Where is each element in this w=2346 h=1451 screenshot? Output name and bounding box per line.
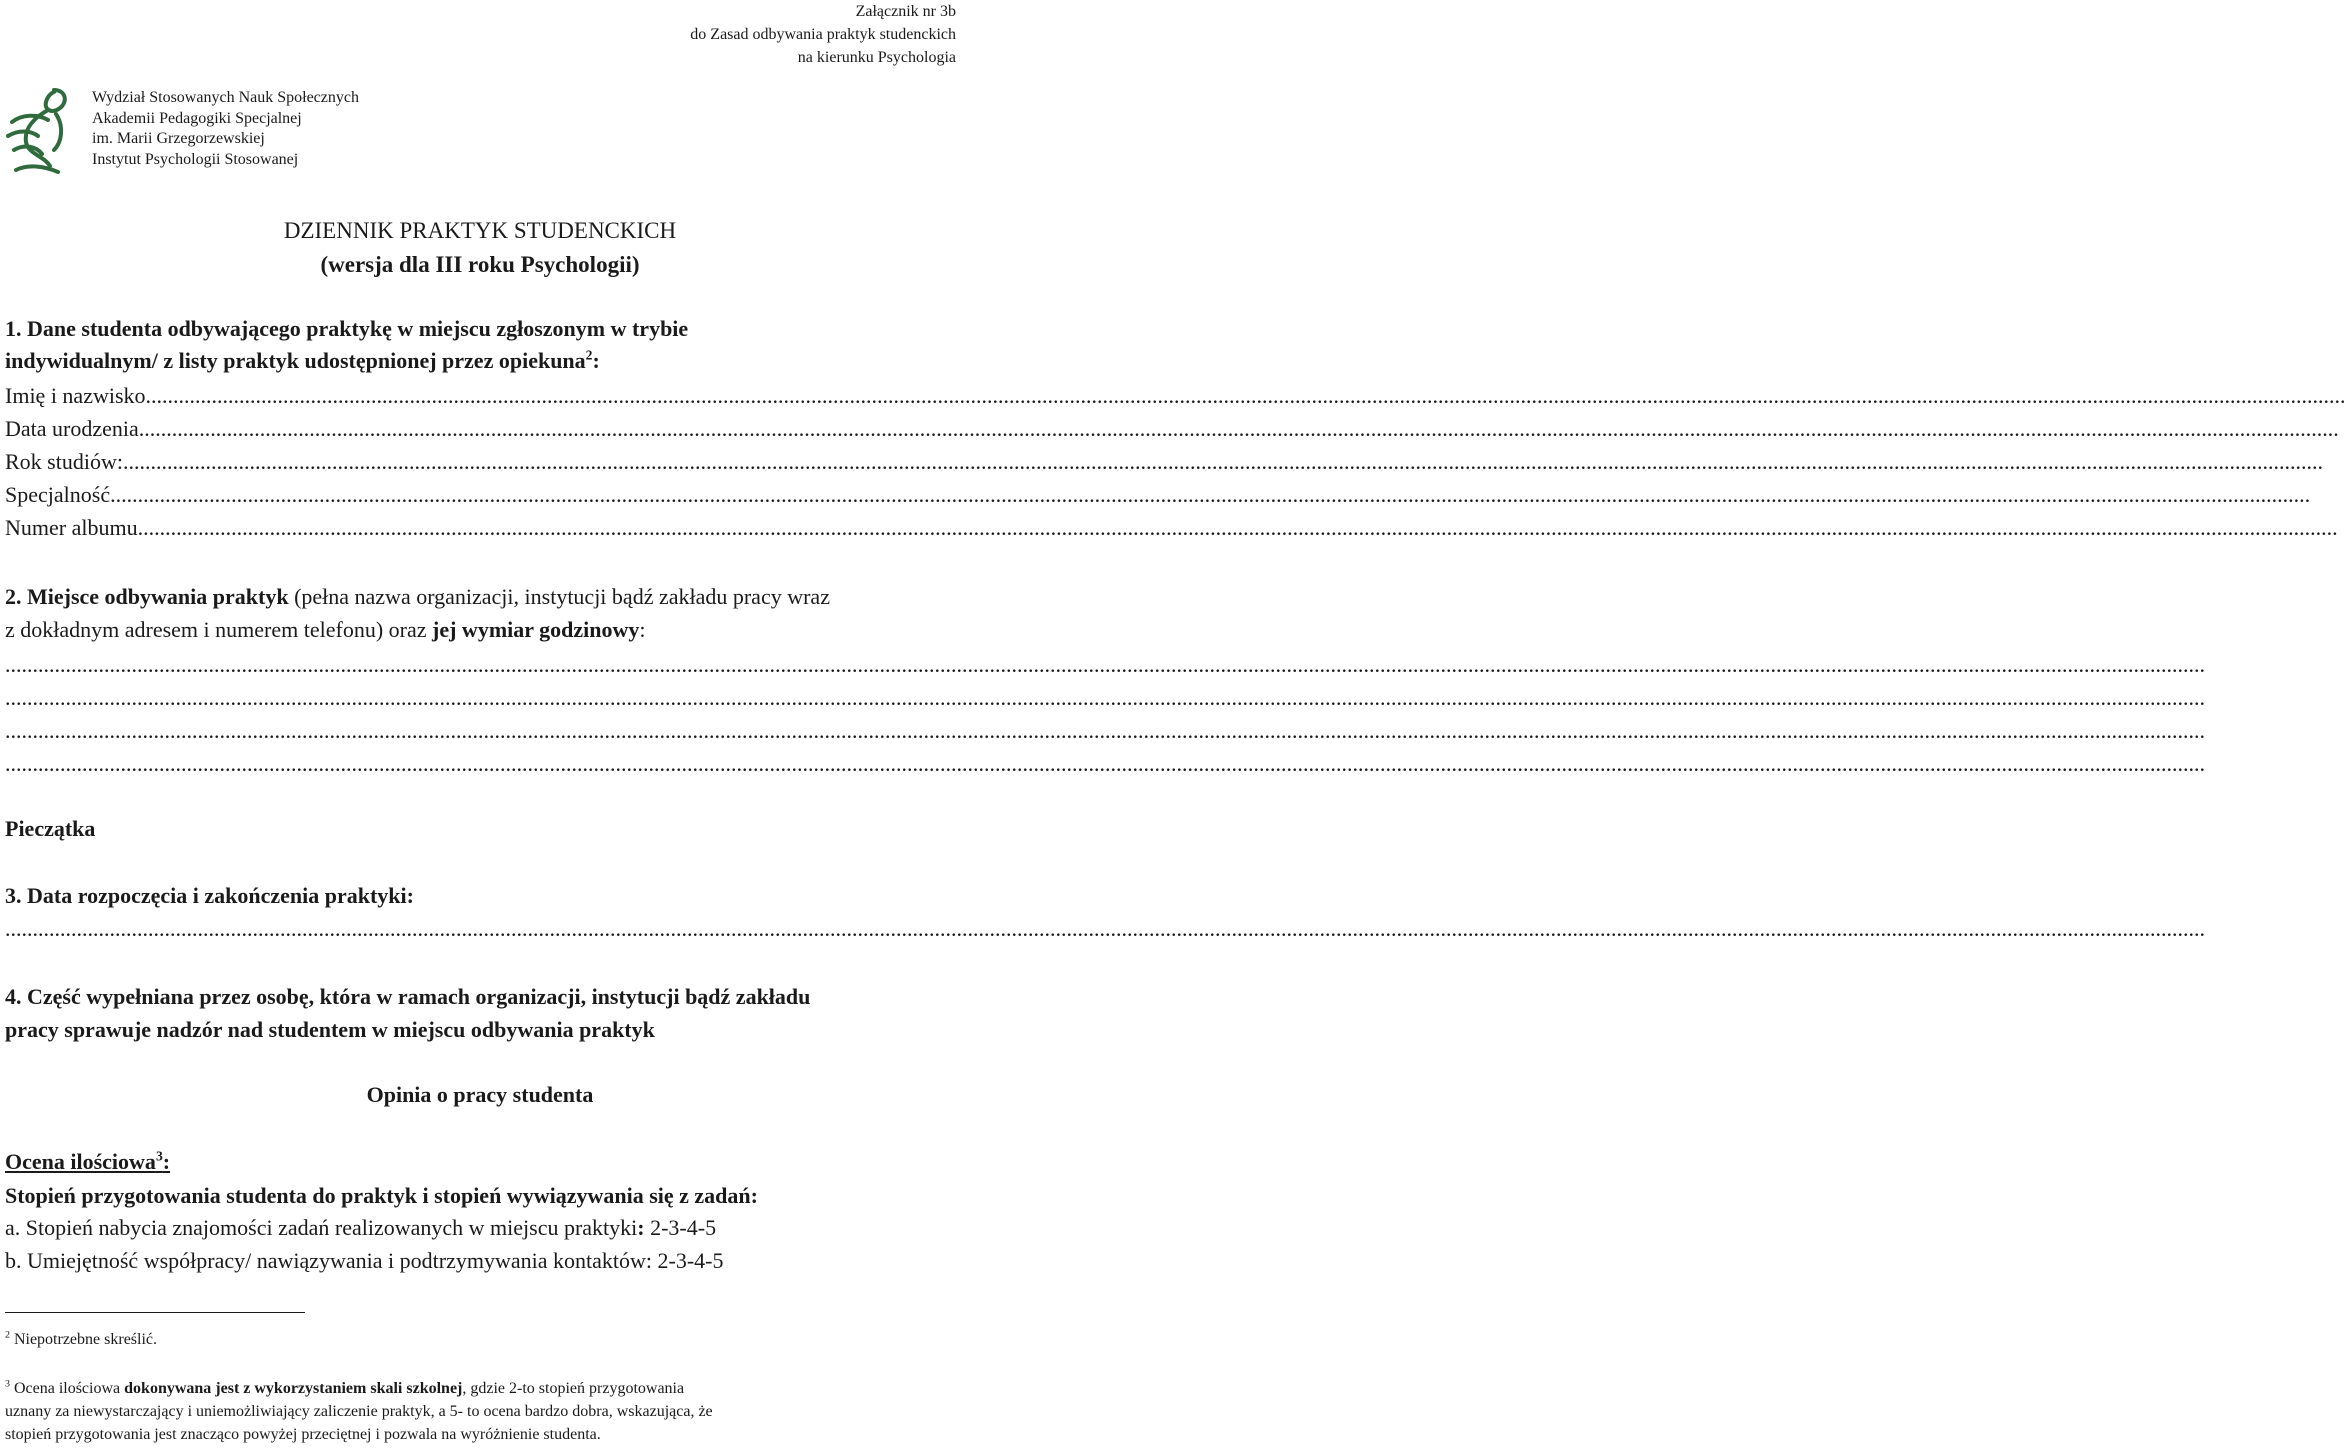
section2-line (5, 613, 955, 646)
footnote-number: 2 (5, 1329, 10, 1341)
document-title (0, 214, 960, 282)
annex-line: do Zasad odbywania praktyk studenckich (690, 26, 956, 43)
dotted-line: ................................................................................................................................................................................................................................................................................................................................................................................................................ (138, 416, 2339, 441)
dotted-line: ................................................................................................................................................................................................................................................................................................................................................................................................................ (145, 383, 2346, 408)
dotted-line: ................................................................................................................................................................................................................................................................................................................................................................................................................ (110, 482, 2311, 507)
annex-line: na kierunku Psychologia (797, 49, 956, 66)
place-line-1[interactable] (5, 650, 2205, 680)
place-line-3[interactable] (5, 716, 2205, 746)
item-a-text: a. Stopień nabycia znajomości zadań realizowanych w miejscu praktyki (5, 1215, 638, 1240)
faculty-line: im. Marii Grzegorzewskiej (92, 130, 265, 147)
section4-heading-line: pracy sprawuje nadzór nad studentem w miejscu odbywania praktyk (5, 1017, 655, 1042)
faculty-info (92, 88, 359, 170)
field-specialty[interactable] (5, 480, 2311, 510)
dotted-line: ................................................................................................................................................................................................................................................................................................................................................................................................................ (5, 685, 2205, 710)
field-name[interactable] (5, 381, 2346, 411)
faculty-line: Akademii Pedagogiki Specjalnej (92, 109, 302, 127)
dotted-line: ................................................................................................................................................................................................................................................................................................................................................................................................................ (5, 916, 2205, 941)
field-label: Specjalność (5, 482, 111, 507)
university-logo-icon (4, 84, 74, 178)
dotted-line: ................................................................................................................................................................................................................................................................................................................................................................................................................ (5, 718, 2205, 743)
section1-heading-colon: : (592, 348, 600, 373)
assessment-label (5, 1146, 955, 1178)
field-label: Numer albumu (5, 515, 138, 540)
section1-heading-text: indywidualnym/ z listy praktyk udostępnionej przez opiekuna (5, 348, 586, 373)
assessment-subheading: Stopień przygotowania studenta do praktyk i stopień wywiązywania się z zadań: (5, 1183, 758, 1208)
field-birthdate[interactable] (5, 414, 2339, 444)
annex-note (690, 0, 956, 69)
assessment-text: Ocena ilościowa (5, 1149, 156, 1174)
field-label: Rok studiów: (5, 449, 123, 474)
section2-colon: : (639, 617, 646, 642)
assessment-item-b: b. Umiejętność współpracy/ nawiązywania i podtrzymywania kontaktów: 2-3-4-5 (5, 1248, 724, 1273)
field-album-number[interactable] (5, 513, 2338, 543)
section4-heading (5, 980, 955, 1046)
section2-line (5, 580, 955, 613)
section3-heading: 3. Data rozpoczęcia i zakończenia praktyki: (5, 883, 414, 908)
footnote-line: uznany za niewystarczający i uniemożliwiający zaliczenie praktyk, a 5- to ocena bardzo dobra, wskazująca, że (5, 1403, 713, 1420)
faculty-line: Wydział Stosowanych Nauk Społecznych (92, 89, 359, 106)
item-a-scale: 2-3-4-5 (644, 1215, 717, 1240)
dates-line[interactable] (5, 914, 2205, 944)
assessment-label-text (5, 1149, 170, 1174)
footnote-text: , gdzie 2-to stopień przygotowania (462, 1380, 685, 1397)
footnote-ref: 3 (155, 1148, 163, 1164)
footnote-2 (5, 1328, 955, 1351)
section1-heading-line (5, 345, 955, 377)
opinion-title: Opinia o pracy studenta (366, 1082, 594, 1107)
footnote-3 (5, 1377, 955, 1446)
faculty-line: Instytut Psychologii Stosowanej (92, 150, 299, 168)
footnote-text: Ocena ilościowa (9, 1380, 125, 1397)
section1-heading-line: 1. Dane studenta odbywającego praktykę w miejscu zgłoszonym w trybie (5, 316, 689, 341)
field-label: Imię i nazwisko (5, 383, 146, 408)
field-year[interactable] (5, 447, 2323, 477)
place-line-4[interactable] (5, 749, 2205, 779)
dotted-line: ................................................................................................................................................................................................................................................................................................................................................................................................................ (5, 751, 2205, 776)
section2-text: (pełna nazwa organizacji, instytucji bądź zakładu pracy wraz (288, 584, 830, 609)
title-line: DZIENNIK PRAKTYK STUDENCKICH (283, 218, 677, 243)
footnote-bold-text: dokonywana jest z wykorzystaniem skali szkolnej (124, 1380, 463, 1397)
section4-heading-line: 4. Część wypełniana przez osobę, która w ramach organizacji, instytucji bądź zakładu (5, 984, 811, 1009)
dotted-line: ................................................................................................................................................................................................................................................................................................................................................................................................................ (137, 515, 2338, 540)
footnote-separator (5, 1312, 305, 1313)
annex-line: Załącznik nr 3b (855, 3, 956, 20)
stamp-label: Pieczątka (5, 816, 96, 841)
footnote-line: stopień przygotowania jest znacząco powyżej przeciętnej i pozwala na wyróżnienie studenta. (5, 1426, 601, 1443)
footnote-line (5, 1377, 955, 1400)
place-line-2[interactable] (5, 683, 2205, 713)
footnote-ref: 2 (585, 347, 593, 363)
dotted-line: ................................................................................................................................................................................................................................................................................................................................................................................................................ (122, 449, 2323, 474)
footnote-text: Niepotrzebne skreślić. (9, 1331, 158, 1348)
title-subline: (wersja dla III roku Psychologii) (320, 252, 640, 277)
section2-text: z dokładnym adresem i numerem telefonu) oraz (5, 617, 433, 642)
assessment-colon: : (162, 1149, 171, 1174)
footnote-number: 3 (5, 1378, 10, 1390)
section2-heading (5, 580, 955, 646)
assessment-item-a (5, 1212, 955, 1244)
section2-title: 2. Miejsce odbywania praktyk (5, 584, 289, 609)
item-a-colon: : (637, 1215, 645, 1240)
section1-heading (5, 313, 955, 377)
dotted-line: ................................................................................................................................................................................................................................................................................................................................................................................................................ (5, 652, 2205, 677)
section2-bold-text: jej wymiar godzinowy (432, 617, 640, 642)
field-label: Data urodzenia (5, 416, 139, 441)
